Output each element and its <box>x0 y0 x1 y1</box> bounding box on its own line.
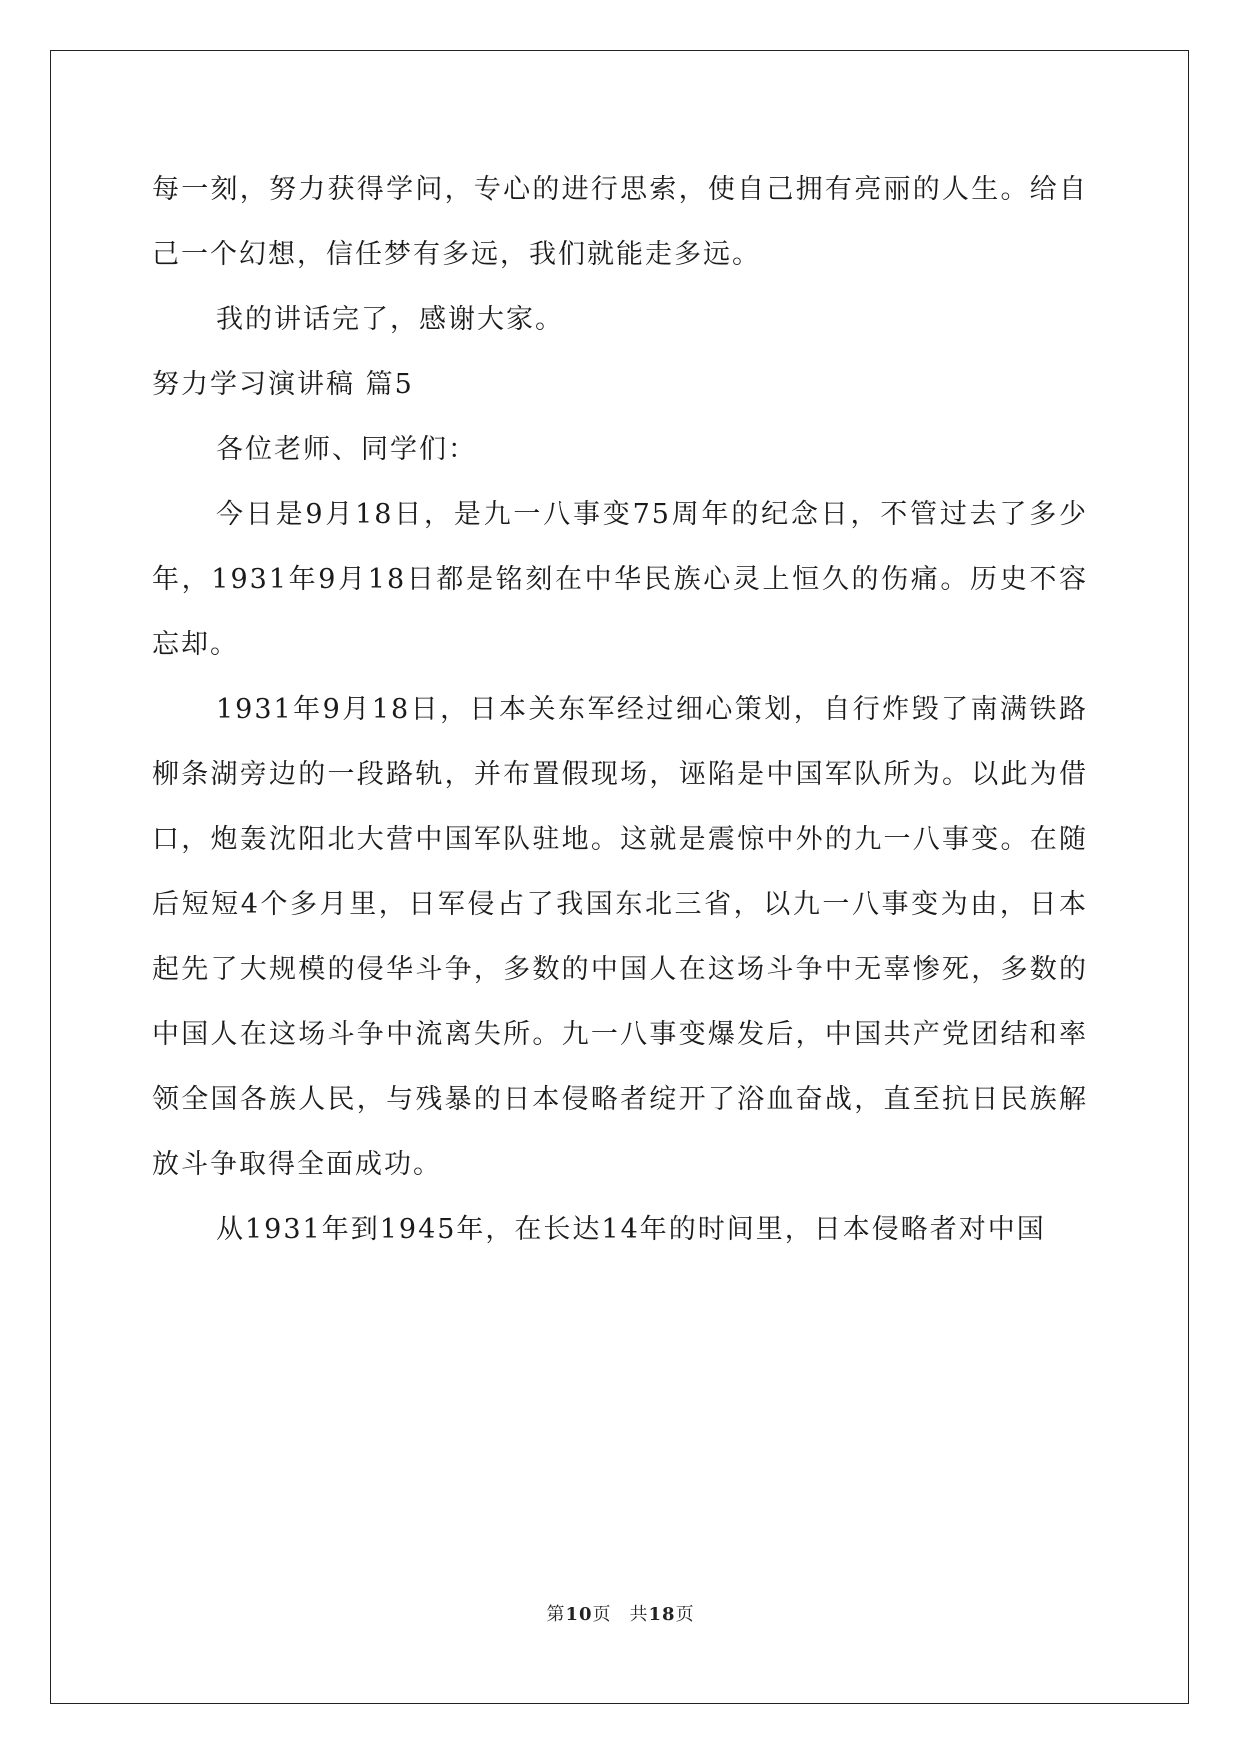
paragraph-1: 每一刻，努力获得学问，专心的进行思索，使自己拥有亮丽的人生。给自己一个幻想，信任梦有多远，我们就能走多远。 <box>152 174 1088 270</box>
footer-prefix: 第 <box>546 1604 566 1625</box>
paragraph-3: 今日是9月18日，是九一八事变75周年的纪念日，不管过去了多少年，1931年9月18日都是铭刻在中华民族心灵上恒久的伤痛。历史不容忘却。 <box>152 499 1088 660</box>
footer-total-pages: 18 <box>648 1604 676 1625</box>
paragraph-2: 我的讲话完了，感谢大家。 <box>216 304 564 335</box>
footer-total-suffix: 页 <box>675 1604 695 1625</box>
footer-page-number: 10 <box>565 1604 593 1625</box>
footer-total-prefix: 共 <box>629 1604 649 1625</box>
paragraph-5: 从1931年到1945年，在长达14年的时间里，日本侵略者对中国 <box>216 1214 1046 1245</box>
paragraph-4: 1931年9月18日，日本关东军经过细心策划，自行炸毁了南满铁路柳条湖旁边的一段路轨，并布置假现场，诬陷是中国军队所为。以此为借口，炮轰沈阳北大营中国军队驻地。这就是震惊中外的九一八事变。在随后短短4个多月里，日军侵占了我国东北三省，以九一八事变为由，日本起先了大规模的侵华斗争，多数的中国人在这场斗争中无辜惨死，多数的中国人在这场斗争中流离失所。九一八事变爆发后，中国共产党团结和率领全国各族人民，与残暴的日本侵略者绽开了浴血奋战，直至抗日民族解放斗争取得全面成功。 <box>152 694 1088 1180</box>
document-body <box>152 157 1088 1262</box>
footer-page-suffix: 页 <box>592 1604 612 1625</box>
salutation: 各位老师、同学们： <box>216 434 477 465</box>
page-footer <box>0 1600 1241 1626</box>
section-heading: 努力学习演讲稿 篇5 <box>152 369 414 400</box>
